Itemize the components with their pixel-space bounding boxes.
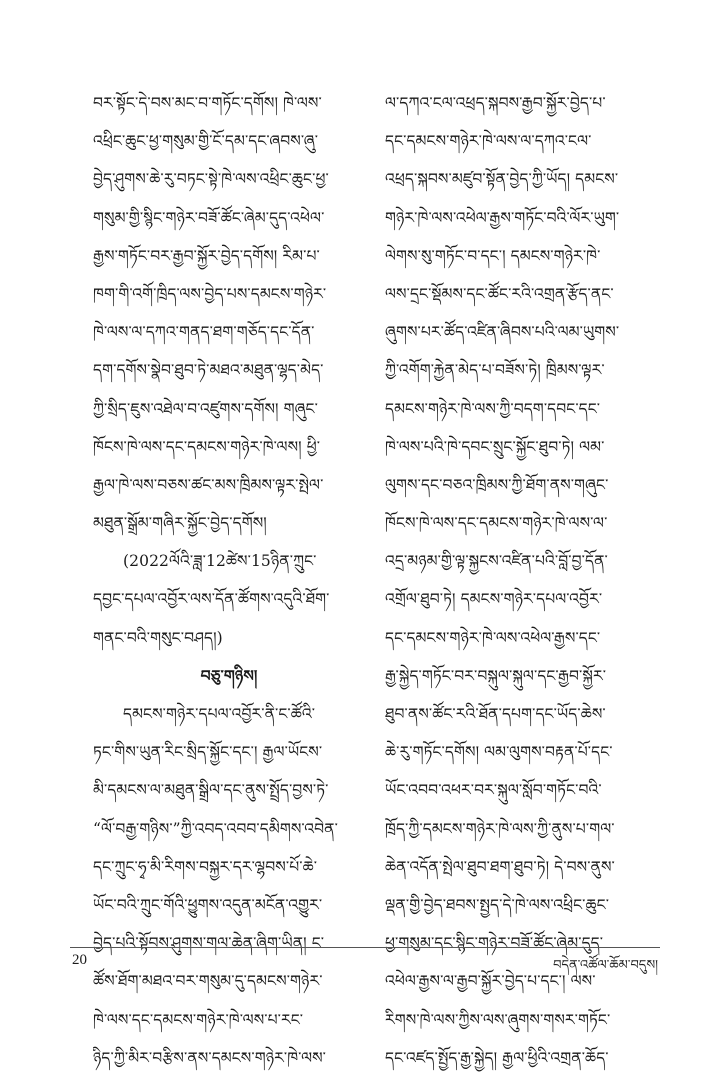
text-line: དང་དམངས་གཉེར་ཁེ་ལས་འཕེལ་རྒྱས་དང་ (385, 628, 601, 647)
text-line: ཉིད་ཀྱི་མིར་བརྩིས་ནས་དམངས་གཉེར་ཁེ་ལས་ (93, 1048, 327, 1067)
footer-divider (70, 947, 660, 948)
text-line: ཁེ་ལས་ལ་དཀའ་གནད་ཐག་གཅོད་དང་དོན་ (93, 323, 315, 342)
text-line: འཕྲིང་ཆུང་ཕྱ་གསུམ་གྱི་ངོ་དམ་དང་ཞབས་ཞུ་ (93, 132, 319, 151)
text-line: ཀྱི་སྲིད་ཇུས་འཐེལ་བ་འཛུགས་དགོས། གཞུང་ (93, 399, 318, 418)
text-line: འཕྲད་སྐབས་མཛུབ་སྟོན་བྱེད་ཀྱི་ཡོད། དམངས་ (385, 170, 619, 189)
running-title: བདེན་འཚོལ་ཆོམ་བདུས། (553, 958, 658, 973)
text-line: ཆེན་འདོན་སྤེལ་ཐུབ་ཐག་ཐུབ་ཏེ། དེ་བས་ནུས་ (385, 857, 615, 876)
text-line: ཁྲོད་ཀྱི་དམངས་གཉེར་ཁེ་ལས་ཀྱི་ནུས་པ་གལ་ (385, 819, 615, 838)
text-line: ཁེ་ལས་དང་དམངས་གཉེར་ཁེ་ལས་པ་རང་ (93, 1010, 304, 1029)
text-line: ལས་དྲང་སྡོམས་དང་ཚོང་རའི་འགྲན་རྩོད་ནང་ (385, 284, 614, 303)
text-line: རྒྱལ་ཁེ་ལས་བཅས་ཚང་མས་ཁྲིམས་ལྟར་སྤེལ་ (93, 475, 324, 494)
text-line: ཕྱ་གསུམ་དང་སྙིང་གཉེར་བཟོ་ཚོང་ཞེམ་དུད་ (385, 934, 604, 953)
text-line: ཡོང་འབབ་འཕར་བར་སྐུལ་སློབ་གཏོང་བའི་ (385, 781, 602, 800)
text-line: ལེགས་སུ་གཏོང་བ་དང་། དམངས་གཉེར་ཁེ་ (385, 246, 601, 265)
text-line: ལྡན་གྱི་བྱེད་ཐབས་སྤྱད་དེ་ཁེ་ལས་འཕྲིང་ཆུང་ (385, 895, 610, 914)
text-line: དབྱང་དཔལ་འབྱོར་ལས་དོན་ཚོགས་འདུའི་ཐོག་ (93, 590, 330, 609)
text-line: ཁོངས་ཁེ་ལས་དང་དམངས་གཉེར་ཁེ་ལས། ཕྱི་ (93, 437, 321, 456)
text-line: དང་འཛད་སྤྱོད་རྒྱ་སྐྱེད། རྒྱལ་ཕྱིའི་འགྲན་ཆོད་ (385, 1048, 609, 1067)
text-line: “ལོ་བརྒྱ་གཉིས་”ཀྱི་འབད་འབབ་དམིགས་འབེན་ (93, 819, 338, 838)
text-line: ཞུགས་པར་ཚོད་འཛིན་ཞིབས་པའི་ལམ་ཡུགས་ (385, 323, 620, 342)
text-line: ཏང་གིས་ཡུན་རིང་སྲིད་སྐྱོང་དང་། རྒྱལ་ཡོངས་ (93, 743, 323, 762)
text-line: ཚོས་ཐོག་མཐའ་བར་གསུམ་དུ་དམངས་གཉེར་ (93, 972, 323, 991)
page-number: 20 (72, 952, 87, 968)
text-line: དང་ཀྲུང་ཧྭ་མི་རིགས་བསྐྱར་དར་ལྷབས་པོ་ཆེ་ (93, 857, 318, 876)
text-line: འཕེལ་རྒྱས་ལ་རྒྱབ་སྐྱོར་བྱེད་པ་དང་། ལས་ (385, 972, 596, 991)
text-line: དམངས་གཉེར་ཁེ་ལས་ཀྱི་བདག་དབང་དང་ (385, 399, 601, 418)
text-line: དང་དམངས་གཉེར་ཁེ་ལས་ལ་དཀའ་ངལ་ (385, 132, 592, 151)
text-line: ཆེ་རུ་གཏོང་དགོས། ལམ་ལུགས་བརྟན་པོ་དང་ (385, 743, 613, 762)
text-line: བར་སྟོང་དེ་བས་མང་བ་གཏོང་དགོས། ཁེ་ལས་ (93, 94, 322, 112)
text-line: ལུགས་དང་བཅའ་ཁྲིམས་ཀྱི་ཐོག་ནས་གཞུང་ (385, 475, 609, 494)
text-line: ཁོངས་ཁེ་ལས་དང་དམངས་གཉེར་ཁེ་ལས་ལ་ (385, 514, 608, 533)
text-line: དག་དགོས་སྣེབ་ཐུབ་ཏེ་མཐའ་མཐུན་ལྷད་མེད་ (93, 361, 324, 380)
text-line: ཡོང་བའི་ཀྲུང་གོའི་ཕྱུགས་འདུན་མངོན་འགྱུར་ (93, 895, 323, 914)
text-line: གཉེར་ཁེ་ལས་འཕེལ་རྒྱས་གཏོང་བའི་ལོར་ཡུག་ (385, 208, 620, 227)
text-line: དམངས་གཉེར་དཔལ་འབྱོར་ནི་ང་ཚོའི་ (123, 705, 316, 723)
text-line: གནང་བའི་གསུང་བཤད།) (93, 628, 223, 647)
left-text-column (93, 84, 365, 1077)
text-line: བྱེད་ཤུགས་ཆེ་རུ་བཏང་སྟེ་ཁེ་ལས་འཕྲིང་ཆུང་ཕྱ་ (93, 170, 329, 189)
text-line: རྒྱ་སྐྱེད་གཏོང་བར་བསྐུལ་སྐུལ་དང་རྒྱབ་སྐྱོར་ (385, 666, 607, 685)
text-line: འགྲོལ་ཐུབ་ཏེ། དམངས་གཉེར་དཔལ་འབྱོར་ (385, 590, 603, 609)
right-text-column (385, 84, 657, 1077)
text-line: ཀྱི་འགོག་རྐྱེན་མེད་པ་བཟོས་ཏེ། ཁྲིམས་ལྟར་ (385, 361, 605, 380)
text-line: མཐུན་སྒྲོམ་གཞིར་སྐྱོང་བྱེད་དགོས། (93, 514, 267, 533)
text-line: གསུམ་གྱི་སྙིང་གཉེར་བཟོ་ཚོང་ཞེམ་དུད་འཕེལ་ (93, 208, 325, 227)
text-line: ལ་དཀའ་ངལ་འཕྲད་སྐབས་རྒྱབ་སྐྱོར་བྱེད་པ་ (385, 94, 606, 112)
text-line: རྒྱས་གཏོང་བར་རྒྱབ་སྐྱོར་བྱེད་དགོས། རིམ་པ་ (93, 246, 320, 265)
text-line: རིགས་ཁེ་ལས་ཀྱིས་ལས་ཞུགས་གསར་གཏོང་ (385, 1010, 611, 1029)
text-line: བྱེད་པའི་སྟོབས་ཤུགས་གལ་ཆེན་ཞིག་ཡིན། ང་ (93, 934, 325, 953)
text-line: ཐུབ་ནས་ཚོང་རའི་ཐོན་དཔག་དང་ཡོད་ཆེས་ (385, 705, 606, 723)
section-heading: བཅུ་གཉིས། (200, 665, 258, 685)
text-line: ཁེ་ལས་པའི་ཁེ་དབང་སྲུང་སྐྱོང་ཐུབ་ཏེ། ལམ་ (385, 437, 605, 456)
text-line: ཁག་གི་འགོ་ཁྲིད་ལས་བྱེད་པས་དམངས་གཉེར་ (93, 284, 327, 303)
text-line: (2022ལོའི་ཟླ་12ཚེས་15ཉིན་ཀྲུང་ (123, 552, 317, 571)
text-line: འདྲ་མཉམ་གྱི་ལྟ་སྐྱངས་འཛིན་པའི་བློ་བྱ་དོན་ (385, 552, 608, 571)
text-line: མི་དམངས་ལ་མཐུན་སྒྲིལ་དང་ནུས་སྤྲོད་བྱས་ཏེ་ (93, 781, 329, 800)
